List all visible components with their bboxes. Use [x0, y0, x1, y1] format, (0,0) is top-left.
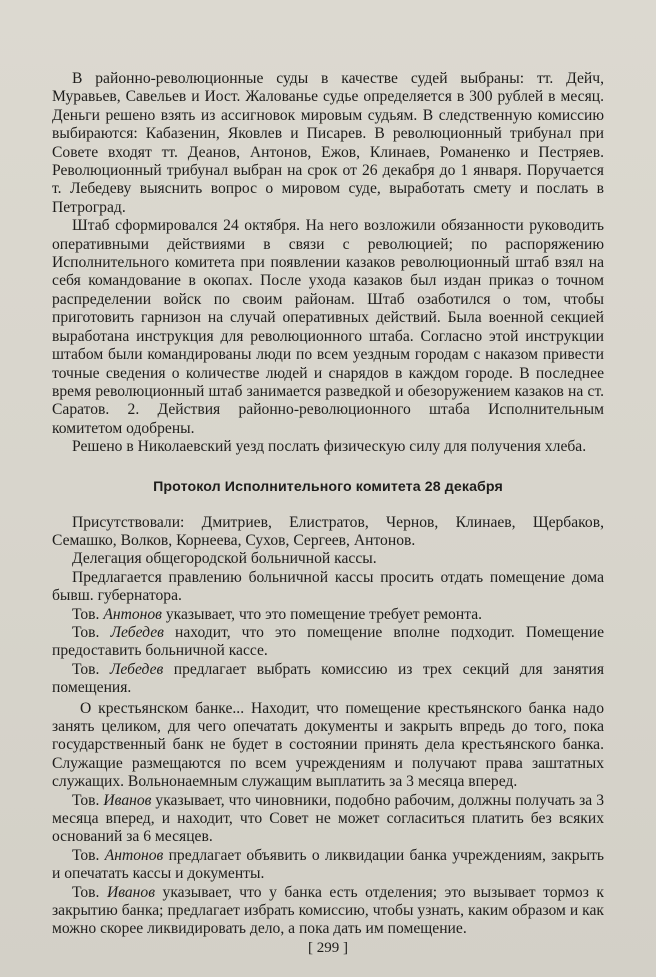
- speaker-name: Лебедев: [109, 660, 164, 678]
- speaker-name: Антонов: [103, 605, 162, 623]
- speaker-name: Иванов: [106, 883, 155, 901]
- paragraph-lebedev-1: [52, 624, 604, 661]
- paragraph-grain: Решено в Николаевский уезд послать физическую силу для получения хлеба.: [72, 438, 587, 456]
- speaker-prefix: Тов.: [72, 660, 110, 678]
- speaker-prefix: Тов.: [72, 791, 104, 809]
- paragraph-antonov-2: [52, 847, 604, 884]
- protocol-heading: Протокол Исполнительного комитета 28 декабря: [153, 478, 503, 495]
- speaker-prefix: Тов.: [72, 623, 111, 641]
- page-number: [ 299 ]: [308, 940, 348, 956]
- speaker-prefix: Тов.: [72, 605, 104, 623]
- speaker-text: указывает, что это помещение требует ремонта.: [161, 605, 483, 623]
- speaker-prefix: Тов.: [72, 883, 107, 901]
- speaker-text: указывает, что у банка есть отделения; это вызывает тормоз к закрытию банка; предлагает избрать комиссию, чтобы узнать, каким образом и как можно скорее ликвидировать дело, а пока дать им помещение.: [52, 883, 604, 938]
- speaker-text: находит, что это помещение вполне подходит. Помещение предоставить больничной кассе.: [52, 623, 604, 660]
- paragraph-courts: В районно-революционные суды в качестве судей выбраны: тт. Дейч, Муравьев, Савельев и Иост. Жалованье судье определяется в 300 рублей в месяц. Деньги решено взять из ассигновок мировым судьям. В следственную комиссию выбираются: Кабазенин, Яковлев и Писарев. В революционный трибунал при Совете входят тт. Деанов, Антонов, Ежов, Клинаев, Романенко и Пестряев. Революционный трибунал выбран на срок от 26 декабря до 1 января. Поручается т. Лебедеву выяснить вопрос о мировом суде, выработать смету и послать в Петроград.: [52, 70, 604, 216]
- paragraph-proposal: Предлагается правлению больничной кассы просить отдать помещение дома бывш. губернатора.: [52, 568, 604, 605]
- speaker-name: Антонов: [104, 846, 164, 864]
- paragraph-present: Присутствовали: Дмитриев, Елистратов, Чернов, Клинаев, Щербаков, Семашко, Волков, Корнеева, Сухов, Сергеев, Антонов.: [52, 513, 604, 549]
- speaker-text: предлагает выбрать комиссию из трех секций для занятия помещения.: [52, 660, 604, 697]
- paragraph-antonov-1: [52, 606, 604, 624]
- paragraph-ivanov-2: [52, 884, 604, 939]
- speaker-prefix: Тов.: [72, 846, 105, 864]
- speaker-text: указывает, что чиновники, подобно рабочим, должны получать за 3 месяца вперед, и находит, что Совет не может согласиться платить без всяких оснований за 6 месяцев.: [52, 791, 604, 846]
- paragraph-delegation: Делегация общегородской больничной кассы.: [72, 550, 377, 568]
- paragraph-staff: Штаб сформировался 24 октября. На него возложили обязанности руководить оперативными действиями в связи с революцией; по распоряжению Исполнительного комитета при появлении казаков революционный штаб взял на себя командование в окопах. После ухода казаков был издан приказ о точном распределении войск по своим районам. Штаб озаботился о том, чтобы приготовить гарнизон на случай оперативных действий. Была военной секцией выработана инструкция для революционного штаба. Согласно этой инструкции штабом были командированы люди по всем уездным городам с наказом привести точные сведения о количестве людей и снарядов в каждом городе. В последнее время революционный штаб занимается разведкой и обезоружением казаков на ст. Саратов. 2. Действия районно-революционного штаба Исполнительным комитетом одобрены.: [52, 217, 604, 437]
- speaker-name: Лебедев: [110, 623, 164, 641]
- speaker-text: предлагает объявить о ликвидации банка учреждениям, закрыть и опечатать кассы и документы.: [52, 846, 604, 883]
- paragraph-ivanov-1: [52, 792, 604, 847]
- speaker-name: Иванов: [103, 791, 152, 809]
- paragraph-lebedev-2: [52, 661, 604, 698]
- paragraph-bank: О крестьянском банке... Находит, что помещение крестьянского банка надо занять целиком, для чего опечатать документы и закрыть впредь до того, пока государственный банк не будет в состоянии принять дела крестьянского банка. Служащие размещаются по всем учреждениям и получают права заштатных служащих. Вольнонаемным служащим выплатить за 3 месяца вперед.: [52, 699, 604, 791]
